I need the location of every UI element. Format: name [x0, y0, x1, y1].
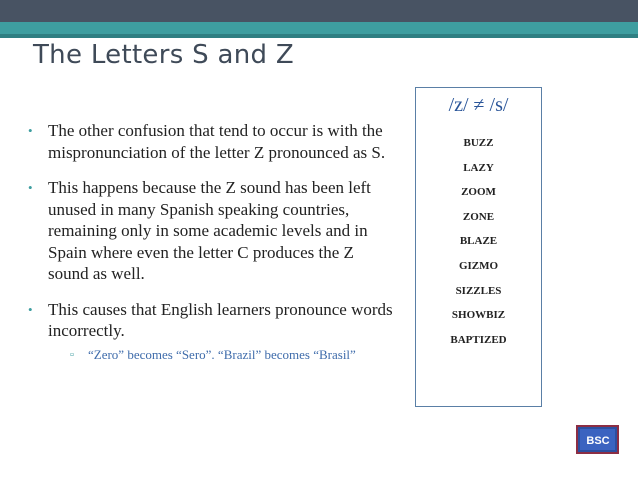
word-item: LAZY: [463, 161, 494, 174]
slide-title: The Letters S and Z: [33, 40, 294, 70]
word-item: BAPTIZED: [450, 333, 507, 346]
accent-bar: [0, 22, 638, 34]
word-item: SHOWBIZ: [451, 309, 506, 322]
bsc-logo-inner: [580, 429, 615, 450]
bullet-dot-icon: •: [28, 301, 33, 317]
bsc-logo: [576, 425, 619, 454]
bullet-item: [28, 299, 398, 364]
word-list-box: [415, 87, 542, 407]
word-list-header: /z/ ≠ /s/: [448, 94, 509, 116]
sub-bullet-text: “Zero” becomes “Sero”. “Brazil” becomes “Brasil”: [88, 346, 356, 362]
bsc-logo-text: BSC: [585, 434, 610, 447]
word-item: ZONE: [462, 210, 495, 223]
bullet-text: This happens because the Z sound has been left unused in many Spanish speaking countries, remaining only in some academic levels and in Spain where even the letter C produces the Z sound as well.: [48, 178, 371, 283]
bullet-list: [28, 120, 398, 378]
bullet-dot-icon: •: [28, 123, 33, 138]
top-bar: [0, 0, 638, 22]
accent-bar-shadow: [0, 34, 638, 38]
word-item: BUZZ: [463, 137, 494, 149]
bullet-item: [28, 120, 398, 163]
word-item: SIZZLES: [455, 284, 502, 297]
word-item: ZOOM: [461, 186, 496, 199]
word-item: BLAZE: [459, 235, 498, 248]
sub-bullet-item: [48, 346, 398, 364]
bullet-text: This causes that English learners pronounce words incorrectly.: [48, 299, 393, 340]
bsc-logo-icon: [582, 431, 614, 449]
bullet-item: [28, 177, 398, 285]
word-item: GIZMO: [458, 259, 499, 272]
sub-bullet-square-icon: ▫: [70, 348, 74, 361]
bullet-dot-icon: •: [28, 180, 33, 195]
bullet-text: The other confusion that tend to occur is with the mispronunciation of the letter Z pronounced as S.: [48, 121, 386, 162]
